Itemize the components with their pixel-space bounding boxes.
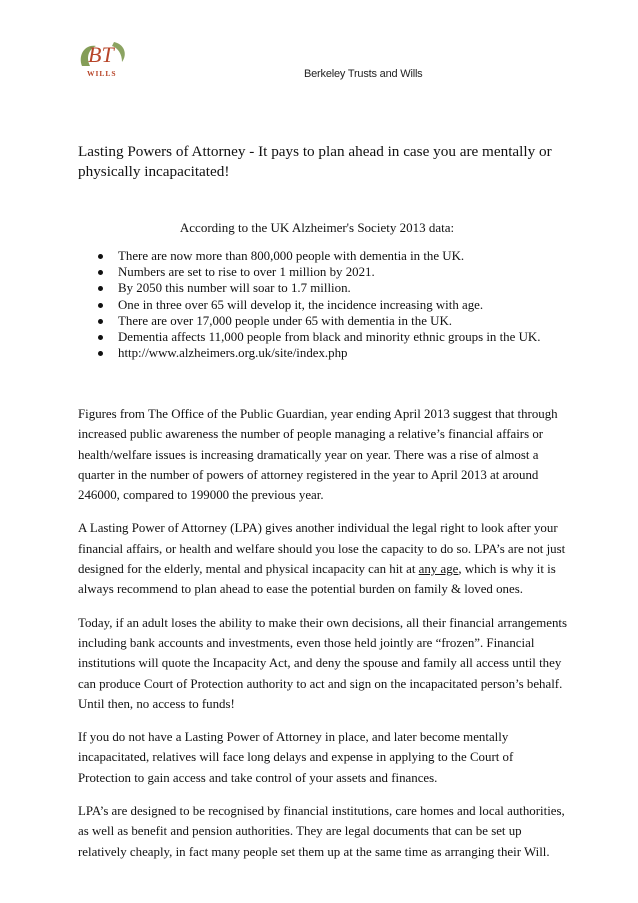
document-title: Lasting Powers of Attorney - It pays to plan ahead in case you are mentally or physically incapacitated!	[78, 143, 552, 180]
list-item	[96, 329, 540, 345]
paragraph-frozen-assets: Today, if an adult loses the ability to make their own decisions, all their financial arrangements including bank accounts and investments, even those held jointly are “frozen”. Financial institutions will quote the Incapacity Act, and deny the spouse and family all access until they can produce Court of Protection authority to act and sign on the incapacitated person’s behalf. Until then, no access to funds!	[78, 615, 568, 711]
bullet-icon	[98, 335, 103, 340]
list-item-text: Numbers are set to rise to over 1 million by 2021.	[118, 265, 375, 280]
paragraph-lpa-recognition: LPA’s are designed to be recognised by financial institutions, care homes and local authorities, as well as benefit and pension authorities. They are legal documents that can be set up relatively cheaply, in fact many people set them up at the same time as arranging their Will.	[78, 804, 565, 859]
list-item-text: There are over 17,000 people under 65 with dementia in the UK.	[118, 313, 452, 328]
paragraph-text: , which is why it is always recommend to plan ahead to ease the potential burden on family & loved ones.	[78, 562, 556, 597]
list-item	[96, 248, 540, 264]
body-text	[78, 404, 568, 875]
list-item	[96, 297, 540, 313]
underlined-any-age: any age	[418, 562, 459, 577]
logo-letters: BT	[88, 42, 114, 67]
list-item-text: Dementia affects 11,000 people from black and minority ethnic groups in the UK.	[118, 329, 541, 344]
bullet-icon	[98, 351, 103, 356]
paragraph-public-guardian: Figures from The Office of the Public Guardian, year ending April 2013 suggest that through increased public awareness the number of people managing a relative’s financial affairs or health/welfare issues is increasing dramatically year on year. There was a rise of almost a quarter in the number of powers of attorney registered in the year to April 2013 at around 246000, compared to 199000 the previous year.	[78, 407, 558, 503]
logo-subtext: WILLS	[87, 69, 117, 78]
bullet-icon	[98, 270, 103, 275]
intro-text: According to the UK Alzheimer's Society 2013 data:	[179, 220, 455, 235]
list-item	[96, 313, 540, 329]
logo-graphic	[74, 36, 132, 80]
bullet-icon	[98, 286, 103, 291]
statistics-list	[96, 248, 540, 361]
company-logo	[74, 36, 132, 80]
bullet-icon	[98, 303, 103, 308]
intro-line	[0, 220, 638, 236]
bullet-icon	[98, 254, 103, 259]
header-company-name: Berkeley Trusts and Wills	[304, 68, 423, 80]
list-item[interactable]	[96, 345, 540, 361]
list-item	[96, 264, 540, 280]
list-item	[96, 280, 540, 296]
list-item-text: One in three over 65 will develop it, the incidence increasing with age.	[118, 297, 484, 312]
paragraph-lpa-definition	[78, 518, 568, 599]
bullet-icon	[98, 319, 103, 324]
paragraph-text: A Lasting Power of Attorney (LPA) gives another individual the legal right to look after your financial affairs, or health and welfare should you lose the capacity to do so. LPA’s are not just designed for the elderly, mental and physical incapacity can hit at	[78, 521, 566, 577]
paragraph-court-of-protection: If you do not have a Lasting Power of Attorney in place, and later become mentally incapacitated, relatives will face long delays and expense in applying to the Court of Protection to gain access and take control of your assets and finances.	[78, 730, 514, 785]
list-item-text: By 2050 this number will soar to 1.7 million.	[118, 281, 351, 296]
alzheimers-link[interactable]: http://www.alzheimers.org.uk/site/index.php	[118, 346, 348, 361]
list-item-text: There are now more than 800,000 people with dementia in the UK.	[118, 249, 465, 263]
